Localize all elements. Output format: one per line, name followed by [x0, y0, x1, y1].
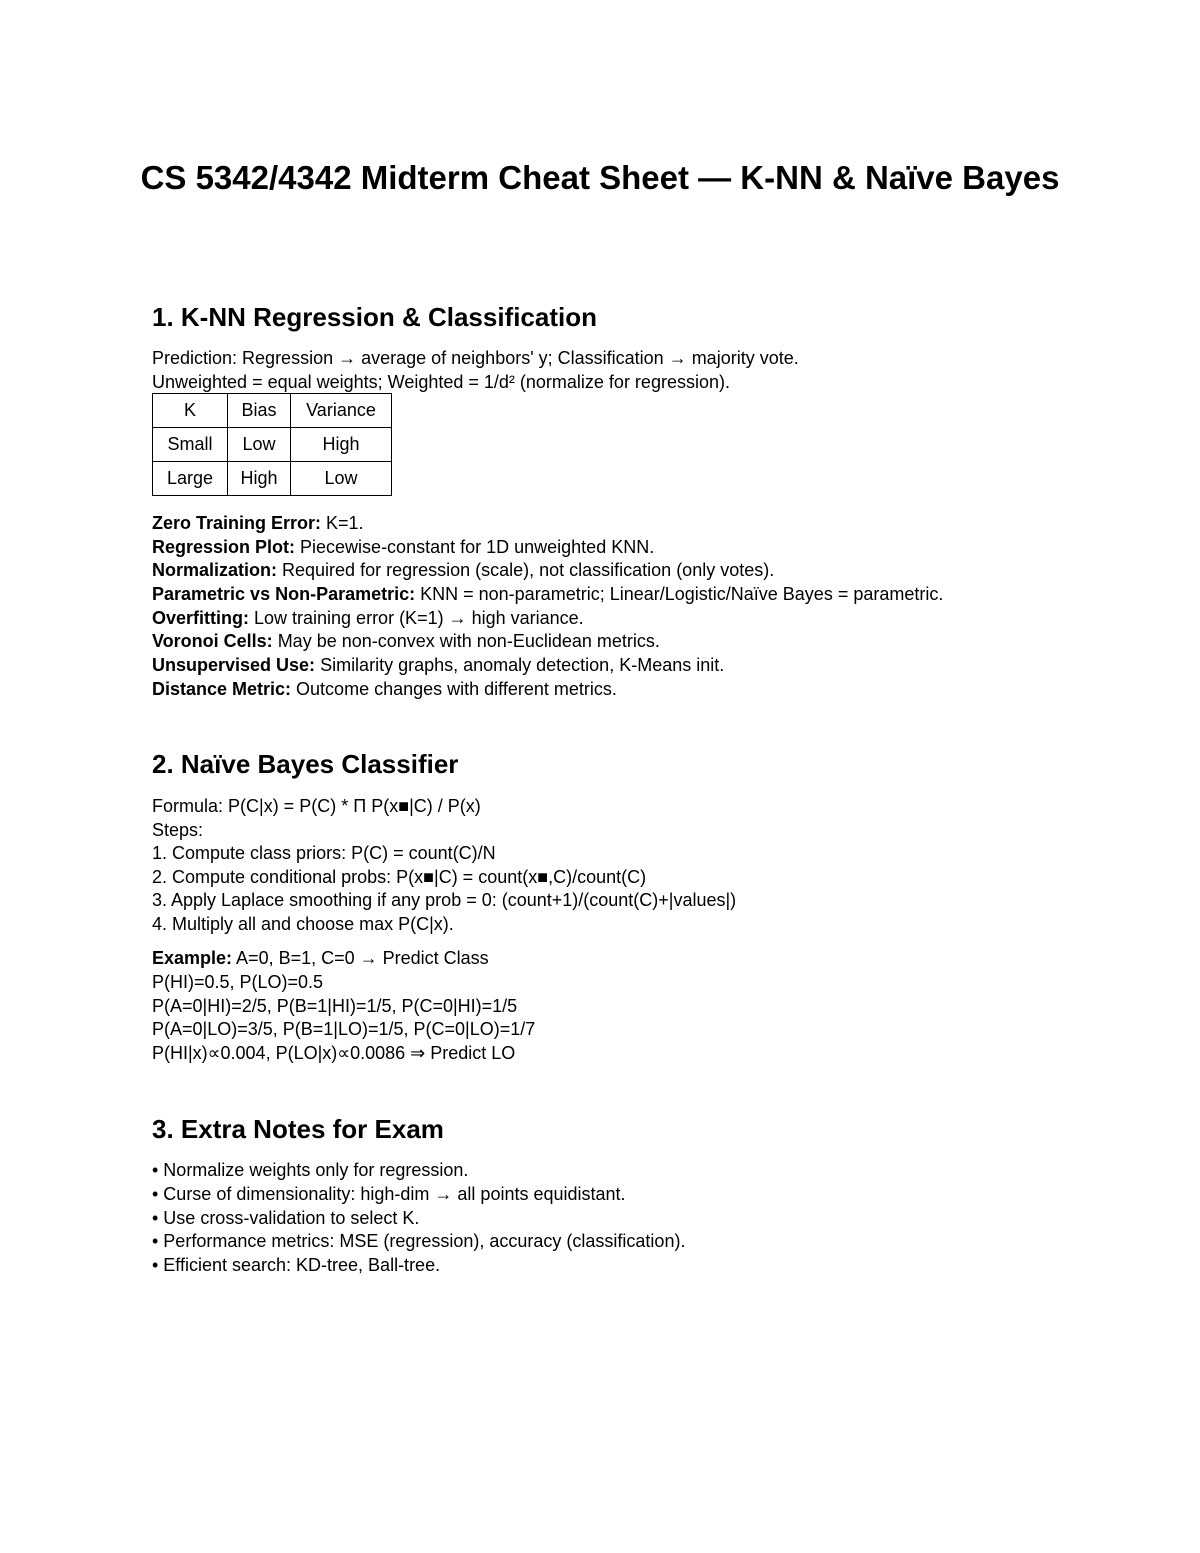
table-header-cell: Variance — [291, 394, 392, 428]
intro-line: Unweighted = equal weights; Weighted = 1/d² (normalize for regression). — [152, 372, 730, 392]
fact-text: Outcome changes with different metrics. — [291, 679, 617, 699]
example-line — [152, 946, 489, 970]
nb-line: 1. Compute class priors: P(C) = count(C)/N — [152, 843, 496, 863]
nb-line: 2. Compute conditional probs: P(x■|C) = count(x■,C)/count(C) — [152, 867, 647, 887]
fact-text: May be non-convex with non-Euclidean metrics. — [272, 631, 660, 651]
table-header-cell: K — [153, 394, 228, 428]
fact-text: Similarity graphs, anomaly detection, K-Means init. — [315, 655, 725, 675]
section-heading-extra-notes: 3. Extra Notes for Exam — [152, 1114, 444, 1144]
nb-line: Formula: P(C|x) = P(C) * Π P(x■|C) / P(x) — [152, 796, 481, 816]
table-cell: Low — [291, 462, 392, 496]
fact-text: Required for regression (scale), not classification (only votes). — [277, 560, 775, 580]
fact-line — [152, 582, 943, 606]
table-row — [153, 428, 392, 462]
table-row — [153, 462, 392, 496]
nb-line: 3. Apply Laplace smoothing if any prob = 0: (count+1)/(count(C)+|values|) — [152, 890, 737, 910]
table-header-cell: Bias — [228, 394, 291, 428]
table-header-row — [153, 394, 392, 428]
bullet-item: • Performance metrics: MSE (regression), accuracy (classification). — [152, 1231, 686, 1251]
section-heading-knn: 1. K-NN Regression & Classification — [152, 302, 597, 332]
fact-label: Unsupervised Use: — [152, 655, 316, 675]
fact-label: Regression Plot: — [152, 537, 296, 557]
example-line: P(HI|x)∝0.004, P(LO|x)∝0.0086 ⇒ Predict LO — [152, 1043, 516, 1063]
table-cell: Small — [153, 428, 228, 462]
example-text: A=0, B=1, C=0 → Predict Class — [232, 948, 489, 968]
table-cell: High — [228, 462, 291, 496]
fact-text: Low training error (K=1) → high variance. — [249, 608, 584, 628]
page-title: CS 5342/4342 Midterm Cheat Sheet — K-NN & Naïve Bayes — [140, 159, 1060, 196]
example-line: P(A=0|LO)=3/5, P(B=1|LO)=1/5, P(C=0|LO)=1/7 — [152, 1019, 536, 1039]
fact-label: Normalization: — [152, 560, 278, 580]
fact-label: Overfitting: — [152, 608, 249, 628]
bullet-item: • Use cross-validation to select K. — [152, 1208, 420, 1228]
example-line: P(A=0|HI)=2/5, P(B=1|HI)=1/5, P(C=0|HI)=1/5 — [152, 996, 518, 1016]
example-label: Example: — [152, 948, 233, 968]
fact-line — [152, 606, 584, 630]
fact-text: KNN = non-parametric; Linear/Logistic/Naïve Bayes = parametric. — [415, 584, 944, 604]
nb-line: 4. Multiply all and choose max P(C|x). — [152, 914, 454, 934]
k-bias-variance-table — [152, 393, 392, 496]
fact-line — [152, 677, 617, 701]
fact-label: Voronoi Cells: — [152, 631, 273, 651]
intro-line: Prediction: Regression → average of neighbors' y; Classification → majority vote. — [152, 348, 799, 368]
nb-line: Steps: — [152, 820, 204, 840]
table-cell: High — [291, 428, 392, 462]
fact-line — [152, 535, 654, 559]
table-cell: Low — [228, 428, 291, 462]
fact-text: K=1. — [321, 513, 364, 533]
table-cell: Large — [153, 462, 228, 496]
example-line: P(HI)=0.5, P(LO)=0.5 — [152, 972, 324, 992]
bullet-item: • Efficient search: KD-tree, Ball-tree. — [152, 1255, 441, 1275]
fact-text: Piecewise-constant for 1D unweighted KNN. — [295, 537, 655, 557]
fact-line — [152, 629, 660, 653]
section-heading-naive-bayes: 2. Naïve Bayes Classifier — [152, 749, 459, 779]
bullet-item: • Curse of dimensionality: high-dim → all points equidistant. — [152, 1184, 626, 1204]
bullet-item: • Normalize weights only for regression. — [152, 1160, 469, 1180]
fact-label: Distance Metric: — [152, 679, 292, 699]
fact-line — [152, 558, 774, 582]
fact-label: Zero Training Error: — [152, 513, 322, 533]
fact-label: Parametric vs Non-Parametric: — [152, 584, 416, 604]
fact-line — [152, 511, 364, 535]
fact-line — [152, 653, 724, 677]
